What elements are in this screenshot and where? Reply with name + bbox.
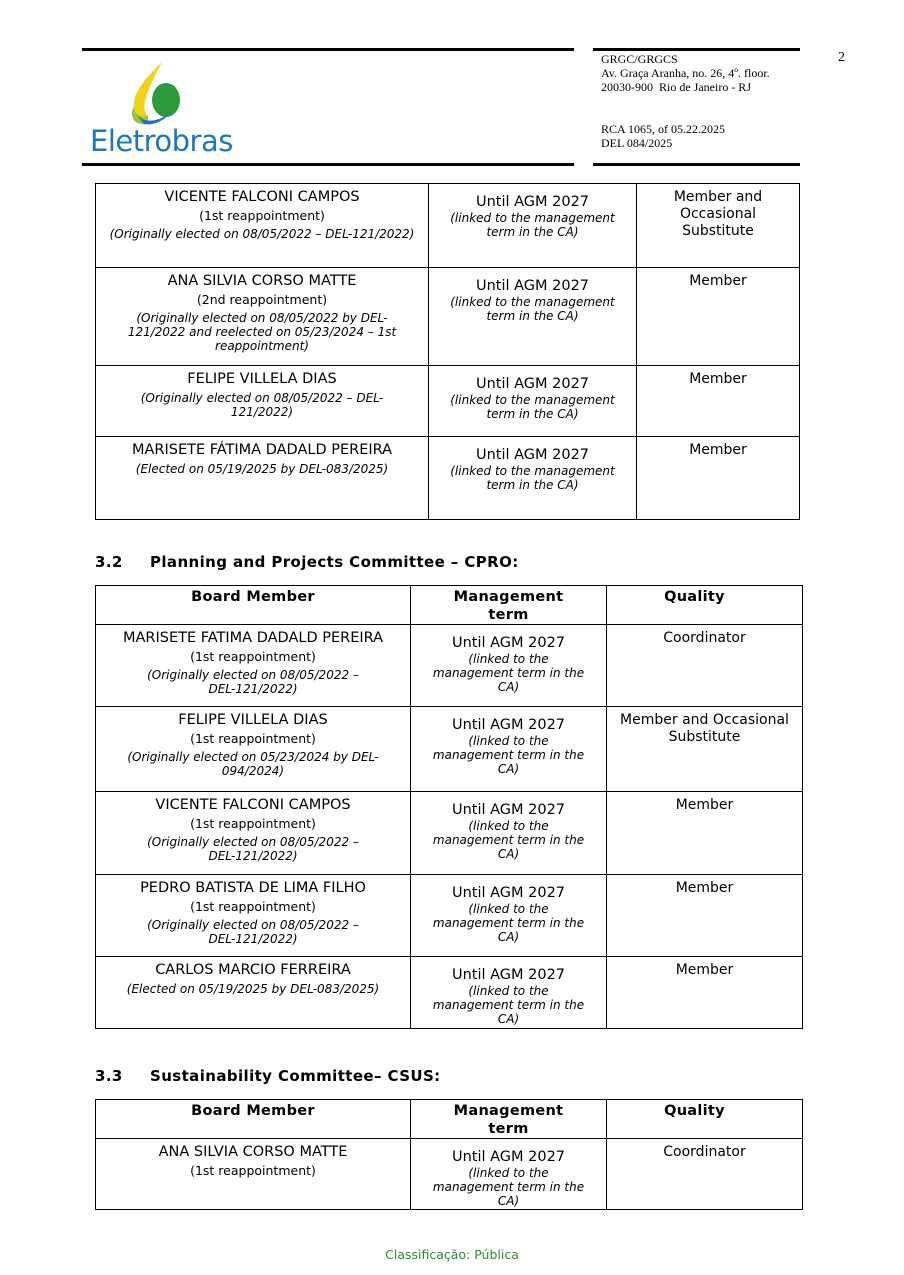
term-cell xyxy=(429,184,637,268)
member-origin: (Elected on 05/19/2025 by DEL-083/2025) xyxy=(135,462,389,476)
member-name: CARLOS MARCIO FERREIRA xyxy=(155,962,351,978)
member-name: MARISETE FATIMA DADALD PEREIRA xyxy=(122,630,384,646)
member-origin: (Elected on 05/19/2025 by DEL-083/2025) xyxy=(126,982,380,996)
header-rule-bottom xyxy=(82,163,574,166)
term-value: Until AGM 2027 xyxy=(475,194,590,210)
csus-committee-table xyxy=(95,1099,803,1210)
column-header-management-term: Management term xyxy=(411,1100,607,1139)
member-origin: (Originally elected on 08/05/2022 – DEL-121/2022) xyxy=(147,835,359,863)
logo-wordmark: Eletrobras xyxy=(90,124,233,158)
header-reference-block xyxy=(601,122,725,150)
cpro-committee-table xyxy=(95,585,803,1029)
quality-cell xyxy=(607,875,803,957)
table-row xyxy=(96,625,803,707)
board-member-cell xyxy=(96,707,411,792)
header-address-line2: 20030-900 Rio de Janeiro - RJ xyxy=(601,80,751,94)
term-value: Until AGM 2027 xyxy=(475,447,590,463)
term-note: (linked to the management term in the CA) xyxy=(432,819,585,861)
table-row xyxy=(96,707,803,792)
term-cell xyxy=(429,268,637,366)
quality-value: Member and Occasional Substitute xyxy=(620,712,789,745)
quality-cell xyxy=(637,437,800,520)
member-name: ANA SILVIA CORSO MATTE xyxy=(167,273,357,289)
quality-value: Member xyxy=(689,273,747,289)
term-note: (linked to the management term in the CA) xyxy=(432,1166,585,1208)
board-member-cell xyxy=(96,792,411,875)
column-header-management-term: Management term xyxy=(411,586,607,625)
member-origin: (Originally elected on 08/05/2022 – DEL-121/2022) xyxy=(109,227,415,241)
quality-cell xyxy=(607,957,803,1029)
header-department: GRGC/GRGCS xyxy=(601,52,678,66)
table-row xyxy=(96,1139,803,1210)
member-origin: (Originally elected on 08/05/2022 – DEL-121/2022) xyxy=(140,391,384,419)
quality-cell xyxy=(637,366,800,437)
header-del: DEL 084/2025 xyxy=(601,136,673,150)
quality-cell xyxy=(607,1139,803,1210)
member-reappointment: (1st reappointment) xyxy=(190,731,316,746)
term-value: Until AGM 2027 xyxy=(451,967,566,983)
table-header-row xyxy=(96,1100,803,1139)
member-reappointment: (1st reappointment) xyxy=(199,208,325,223)
quality-cell xyxy=(607,707,803,792)
term-cell xyxy=(411,957,607,1029)
section-heading-3-2 xyxy=(95,553,519,571)
term-note: (linked to the management term in the CA) xyxy=(450,464,615,492)
term-cell xyxy=(411,875,607,957)
board-member-cell xyxy=(96,366,429,437)
table-row xyxy=(96,366,800,437)
page-number: 2 xyxy=(838,50,845,65)
term-value: Until AGM 2027 xyxy=(451,717,566,733)
term-value: Until AGM 2027 xyxy=(475,278,590,294)
member-name: VICENTE FALCONI CAMPOS xyxy=(155,797,351,813)
header-rule-top xyxy=(82,48,574,51)
board-member-cell xyxy=(96,268,429,366)
term-note: (linked to the management term in the CA) xyxy=(432,734,585,776)
term-note: (linked to the management term in the CA) xyxy=(450,295,615,323)
quality-value: Coordinator xyxy=(663,630,746,646)
section-number: 3.2 xyxy=(95,553,123,571)
board-member-cell xyxy=(96,625,411,707)
table-row xyxy=(96,184,800,268)
term-value: Until AGM 2027 xyxy=(475,376,590,392)
term-note: (linked to the management term in the CA) xyxy=(432,652,585,694)
member-reappointment: (1st reappointment) xyxy=(190,1163,316,1178)
member-name: MARISETE FÁTIMA DADALD PEREIRA xyxy=(131,442,393,458)
header-address-block xyxy=(601,52,770,94)
member-name: ANA SILVIA CORSO MATTE xyxy=(158,1144,348,1160)
table-row xyxy=(96,792,803,875)
section-title: Sustainability Committee– CSUS: xyxy=(150,1067,441,1085)
board-member-cell xyxy=(96,957,411,1029)
term-value: Until AGM 2027 xyxy=(451,802,566,818)
member-reappointment: (1st reappointment) xyxy=(190,899,316,914)
term-cell xyxy=(411,707,607,792)
section-heading-3-3 xyxy=(95,1067,441,1085)
term-value: Until AGM 2027 xyxy=(451,1149,566,1165)
term-note: (linked to the management term in the CA) xyxy=(432,984,585,1026)
column-header-quality: Quality xyxy=(607,586,803,625)
table-header-row xyxy=(96,586,803,625)
table-row xyxy=(96,268,800,366)
term-cell xyxy=(429,437,637,520)
term-note: (linked to the management term in the CA) xyxy=(450,393,615,421)
member-origin: (Originally elected on 08/05/2022 by DEL-121/2022 and reelected on 05/23/2024 – 1st reappointment) xyxy=(127,311,397,353)
section-title: Planning and Projects Committee – CPRO: xyxy=(150,553,519,571)
header-info-rule-top xyxy=(593,48,800,51)
member-name: VICENTE FALCONI CAMPOS xyxy=(164,189,360,205)
member-name: FELIPE VILLELA DIAS xyxy=(187,371,337,387)
board-member-cell xyxy=(96,437,429,520)
table-row xyxy=(96,957,803,1029)
board-member-cell xyxy=(96,184,429,268)
member-reappointment: (1st reappointment) xyxy=(190,649,316,664)
quality-value: Member xyxy=(689,442,747,458)
column-header-board-member: Board Member xyxy=(96,586,411,625)
member-origin: (Originally elected on 08/05/2022 – DEL-121/2022) xyxy=(147,668,359,696)
quality-value: Member xyxy=(675,880,734,896)
column-header-quality: Quality xyxy=(607,1100,803,1139)
section-number: 3.3 xyxy=(95,1067,123,1085)
quality-cell xyxy=(637,268,800,366)
committee-table-continued xyxy=(95,183,800,520)
quality-value: Member and Occasional Substitute xyxy=(673,189,763,239)
term-value: Until AGM 2027 xyxy=(451,635,566,651)
header-address-line1: Av. Graça Aranha, no. 26, 4º. floor. xyxy=(601,66,770,80)
term-note: (linked to the management term in the CA) xyxy=(432,902,585,944)
term-cell xyxy=(429,366,637,437)
term-cell xyxy=(411,792,607,875)
quality-cell xyxy=(607,625,803,707)
table-row xyxy=(96,437,800,520)
term-cell xyxy=(411,625,607,707)
classification-footer: Classificação: Pública xyxy=(385,1247,519,1262)
quality-cell xyxy=(607,792,803,875)
header-info-rule-bottom xyxy=(593,163,800,166)
member-origin: (Originally elected on 08/05/2022 – DEL-121/2022) xyxy=(147,918,359,946)
member-reappointment: (1st reappointment) xyxy=(190,816,316,831)
board-member-cell xyxy=(96,875,411,957)
term-value: Until AGM 2027 xyxy=(451,885,566,901)
board-member-cell xyxy=(96,1139,411,1210)
quality-value: Coordinator xyxy=(663,1144,746,1160)
quality-value: Member xyxy=(675,962,734,978)
quality-cell xyxy=(637,184,800,268)
table-row xyxy=(96,875,803,957)
term-note: (linked to the management term in the CA) xyxy=(450,211,615,239)
member-origin: (Originally elected on 05/23/2024 by DEL-094/2024) xyxy=(127,750,379,778)
member-name: PEDRO BATISTA DE LIMA FILHO xyxy=(140,880,366,896)
quality-value: Member xyxy=(675,797,734,813)
quality-value: Member xyxy=(689,371,747,387)
term-cell xyxy=(411,1139,607,1210)
header-rca: RCA 1065, of 05.22.2025 xyxy=(601,122,726,136)
member-reappointment: (2nd reappointment) xyxy=(196,292,328,307)
member-name: FELIPE VILLELA DIAS xyxy=(178,712,328,728)
column-header-board-member: Board Member xyxy=(96,1100,411,1139)
